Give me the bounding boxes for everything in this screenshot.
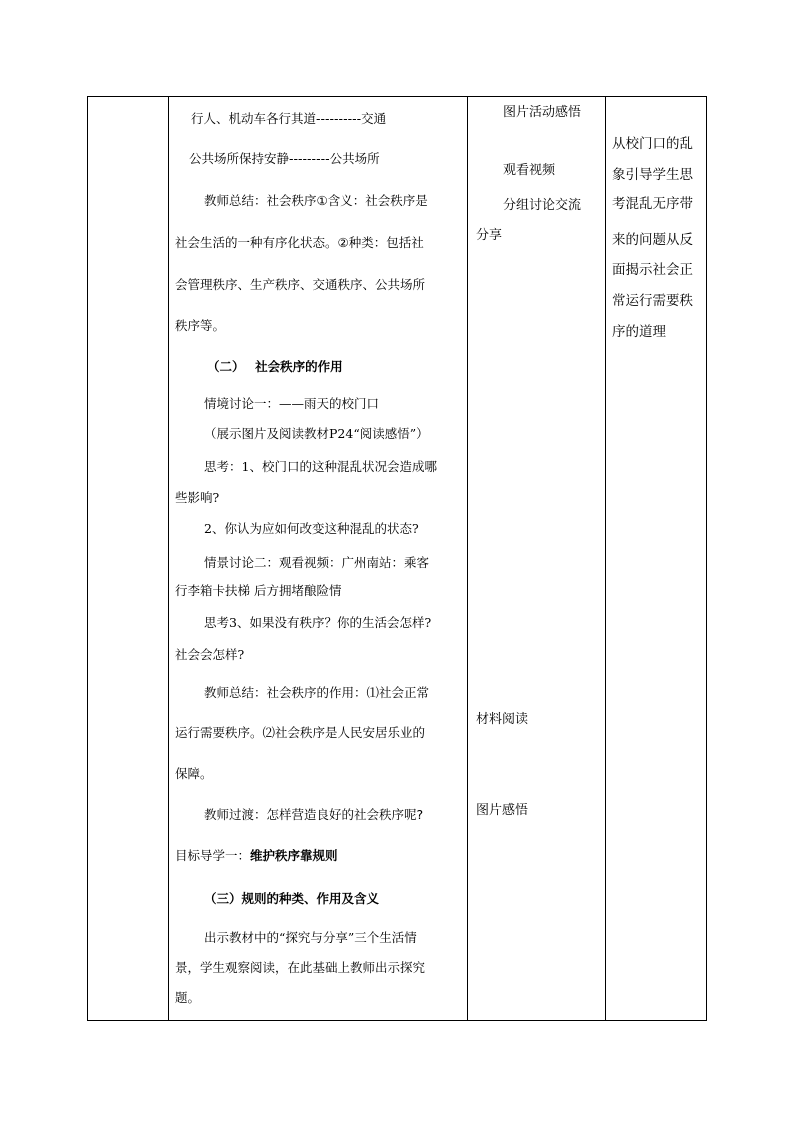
content-line: 情景讨论二：观看视频：广州南站：乘客 — [204, 555, 430, 570]
design-line: 来的问题从反 — [612, 232, 693, 248]
activity-line: 分组讨论交流 — [503, 198, 582, 213]
content-line: 教师总结：社会秩序的作用：⑴社会正常 — [204, 685, 430, 700]
content-line: 出示教材中的“探究与分享”三个生活情 — [204, 930, 417, 945]
design-line: 常运行需要秩 — [612, 293, 693, 309]
student-activity-cell — [468, 97, 604, 1020]
content-line: 思考：1、校门口的这种混乱状况会造成哪 — [204, 459, 437, 474]
content-line: 教师过渡：怎样营造良好的社会秩序呢? — [204, 807, 424, 822]
content-line: 行李箱卡扶梯 后方拥堵酿险情 — [175, 583, 342, 598]
design-line: 考混乱无序带 — [612, 196, 693, 212]
content-line: 思考3、如果没有秩序？你的生活会怎样? — [204, 615, 432, 630]
objective-label: 目标导学一： — [175, 848, 251, 863]
activity-line: 分享 — [476, 228, 503, 243]
content-line: 题。 — [175, 990, 201, 1005]
section-heading: （二） 社会秩序的作用 — [207, 359, 343, 374]
content-line: 会管理秩序、生产秩序、交通秩序、公共场所 — [175, 277, 426, 292]
content-line: 景，学生观察阅读，在此基础上教师出示探究 — [175, 960, 426, 975]
content-line: 行人、机动车各行其道----------交通 — [191, 111, 387, 126]
lesson-table — [87, 96, 707, 1021]
content-line: 保障。 — [175, 766, 213, 781]
activity-line: 观看视频 — [503, 163, 556, 178]
activity-line: 材料阅读 — [476, 712, 529, 727]
design-line: 序的道理 — [612, 324, 666, 340]
design-line: 面揭示社会正 — [612, 262, 693, 278]
teaching-content-cell — [169, 97, 466, 1020]
activity-line: 图片感悟 — [476, 803, 529, 818]
content-line: 些影响? — [175, 490, 220, 505]
content-line: 运行需要秩序。⑵社会秩序是人民安居乐业的 — [175, 725, 426, 740]
content-line: 情境讨论一：——雨天的校门口 — [204, 396, 380, 411]
content-line: 教师总结：社会秩序①含义：社会秩序是 — [204, 193, 428, 208]
design-line: 象引导学生思 — [612, 167, 693, 183]
content-line — [175, 848, 338, 864]
content-line: 秩序等。 — [175, 318, 226, 333]
objective-title: 维护秩序靠规则 — [250, 848, 338, 863]
content-line: 公共场所保持安静---------公共场所 — [189, 151, 380, 166]
section-heading: （三）规则的种类、作用及含义 — [204, 891, 380, 906]
content-line: 2、你认为应如何改变这种混乱的状态? — [204, 521, 419, 536]
activity-line: 图片活动感悟 — [503, 105, 582, 120]
content-line: 社会会怎样? — [175, 647, 245, 662]
design-line: 从校门口的乱 — [612, 136, 693, 152]
stage-cell — [88, 97, 167, 1020]
content-line: （展示图片及阅读教材P24“阅读感悟”） — [204, 426, 429, 441]
design-intent-cell — [606, 97, 707, 1020]
content-line: 社会生活的一种有序化状态。②种类：包括社 — [175, 235, 424, 250]
